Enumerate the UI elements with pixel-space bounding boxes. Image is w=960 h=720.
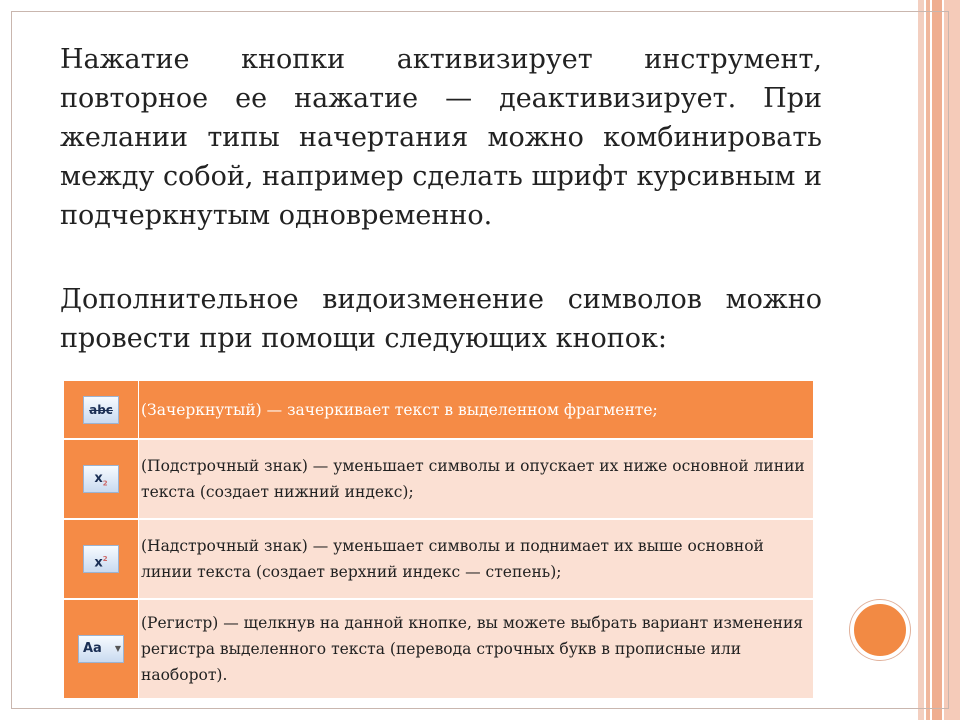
table-row: [64, 599, 813, 698]
decor-circle: [850, 600, 910, 660]
row-description: (Регистр) — щелкнув на данной кнопке, вы можете выбрать вариант изменения регистра выделенного текста (перевода строчных букв в прописные или наоборот).: [139, 599, 814, 698]
table-row: [64, 439, 813, 519]
icon-cell: [64, 519, 139, 599]
chevron-down-icon: ▼: [114, 644, 121, 653]
row-description: (Зачеркнутый) — зачеркивает текст в выделенном фрагменте;: [139, 381, 814, 439]
row-description: (Подстрочный знак) — уменьшает символы и опускает их ниже основной линии текста (создает нижний индекс);: [139, 439, 814, 519]
change-case-icon[interactable]: Aa ▼: [78, 635, 124, 663]
icon-cell: [64, 439, 139, 519]
paragraph-extra: Дополнительное видоизменение символов можно провести при помощи следующих кнопок:: [60, 284, 822, 354]
icon-cell: [64, 381, 139, 439]
row-description: (Надстрочный знак) — уменьшает символы и поднимает их выше основной линии текста (создает верхний индекс — степень);: [139, 519, 814, 599]
subscript-icon[interactable]: $x_2$: [83, 465, 119, 493]
strikethrough-icon[interactable]: abc: [83, 396, 119, 424]
icon-cell: [64, 599, 139, 698]
formatting-buttons-table: [64, 381, 813, 698]
paragraph-intro: Нажатие кнопки активизирует инструмент, повторное ее нажатие — деактивизирует. При желании типы начертания можно комбинировать между собой, например сделать шрифт курсивным и подчеркнутым одновременно.: [60, 44, 822, 231]
table-row: [64, 519, 813, 599]
table-row: [64, 381, 813, 439]
superscript-icon[interactable]: $x^2$: [83, 545, 119, 573]
